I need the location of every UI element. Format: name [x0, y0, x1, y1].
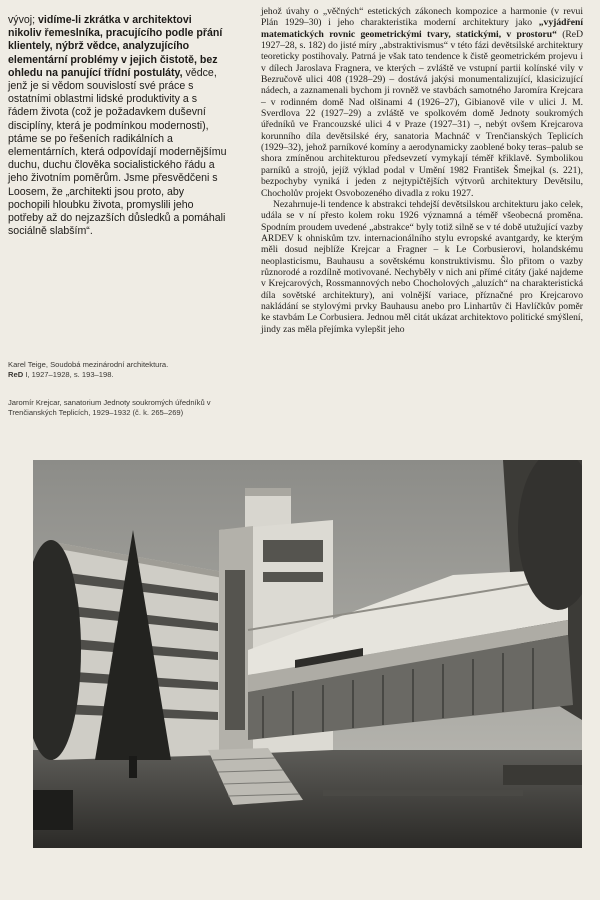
caption-journal-name: ReD — [8, 369, 24, 379]
photo-caption: Jaromír Krejcar, sanatorium Jednoty soukromých úředníků v Trenčianských Teplicích, 1929–1932 (č. k. 265–269) — [8, 398, 211, 417]
quote-source-caption — [8, 360, 223, 379]
article-p1-bold-quote: „vyjádření matematických rovnic geometrickými tvary, statickými, v prostoru“ — [261, 17, 583, 40]
caption-journal-issue: I, 1927–1928, s. 193–198. — [23, 369, 114, 379]
article-paragraph-2: Nezahrnuje-li tendence k abstrakci tehdejší devětsilskou architekturu jako celek, udála se v ní přesto kolem roku 1926 významná a téměř všeobecná proměna. Spodním proudem uvedené „abstrakce“ byly totiž silně se v té době utužující vazby ARDEV k ohniskům tzv. internacionálního stylu evropské avantgardy, ke kterým měli dosud nejblíže Krejcar a Fragner – k Le Corbusierovi, holandskému neoplasticismu, Bauhausu a sovětskému konstruktivismu. Šlo přitom o vazby různorodé a rozdílně motivované. Nechyběly v nich ani přímé citáty (jaké najdeme v Krejcarových, Rossmannových nebo Chocholových „aluzích“ na charakteristická díla sovětské architektury), ani volnější variace, příznačné pro Krejcarovo nakládání se stylovými prvky Bauhausu anebo pro Linhartův či Havlíčkův poměr ke stavbám Le Corbusiera. Jednou měl citát ukázat architektovo politické smýšlení, jindy zas měla přejímka vylepšit jeho — [261, 198, 583, 335]
sanatorium-photograph — [33, 460, 582, 848]
caption-source-title: Karel Teige, Soudobá mezinárodní architektura. — [8, 360, 169, 369]
teige-quote — [8, 14, 228, 238]
quote-text-start: vývoj; — [8, 14, 39, 26]
article-paragraph-1 — [261, 6, 583, 199]
article-column — [261, 6, 583, 335]
article-p1-start: jehož úvahy o „věčných“ estetických zákonech kompozice a harmonie (v revui Plán 1929–30) i jeho charakteristika moderní architektury jako — [261, 6, 583, 29]
article-p1-rest: (ReD 1927–28, s. 182) do jisté míry „abstraktivismus“ v této fázi devětsilské architektury teoreticky postihovaly. Patrná je však tato tendence k čistě geometrickém projevu i v dílech Jaroslava Fragnera, ve kterých – zvláště ve vstupní partii kolínské vily v Bezručově ulici 408 (1928–29) – dostává jakýsi monumentalizující, klasicizující nádech, a zaznamenali bychom ji rovněž ve stavbách samotného Jaromíra Krejcara – v rodinném domě Nad olšinami 4 (1926–27), Gibianově vile v ulici J. M. Sverdlova 22 (1927–29) a zvláště ve spolkovém domě Jednoty soukromých úředníků ve Francouzské ulici 4 v Praze (1927–31) –, nebýt ovšem Krejcarova korunního díla devětsilské éry, sanatoria Machnáč v Trenčianských Teplicích (1929–32), jehož parníkové komíny a aerodynamicky zaoblené boky teras–palub se shora zmíněnou architekturou předsevzetí vymykají téměř křiklavě. Symbolikou parníků a strojů, jejíž výklad podal v Umění 1982 František Šmejkal (s. 221), bezpochyby vyniká i jeden z nejtypičtějších výtvorů architektury Devětsilu, Chocholův projekt Osvobozeného divadla z roku 1927. — [261, 28, 583, 199]
quote-bold-text: vidíme-li zkrátka v architektovi nikoliv řemeslníka, pracujícího podle přání klientely, nýbrž vědce, analyzujícího elementární problémy v jejich čistotě, bez ohledu na panující třídní postuláty, — [8, 14, 223, 79]
quote-text-end: vědce, jenž je si vědom souvislostí své práce s ostatními oblastmi lidské produktivity a s řádem života (což je požadavkem duševní disciplíny, která je podmínkou modernosti), ptáme se po řešeních radikálních a elementárních, která odpovídají modernějšímu duchu, duchu člověka socialistického řádu a jeho životním poměrům. Jsme přesvědčeni s Loosem, že „architekti jsou proto, aby pochopili hloubku života, promyslili jeho potřeby až do nejzazších důsledků a pomáhali sociálně slabším“. — [8, 66, 227, 238]
